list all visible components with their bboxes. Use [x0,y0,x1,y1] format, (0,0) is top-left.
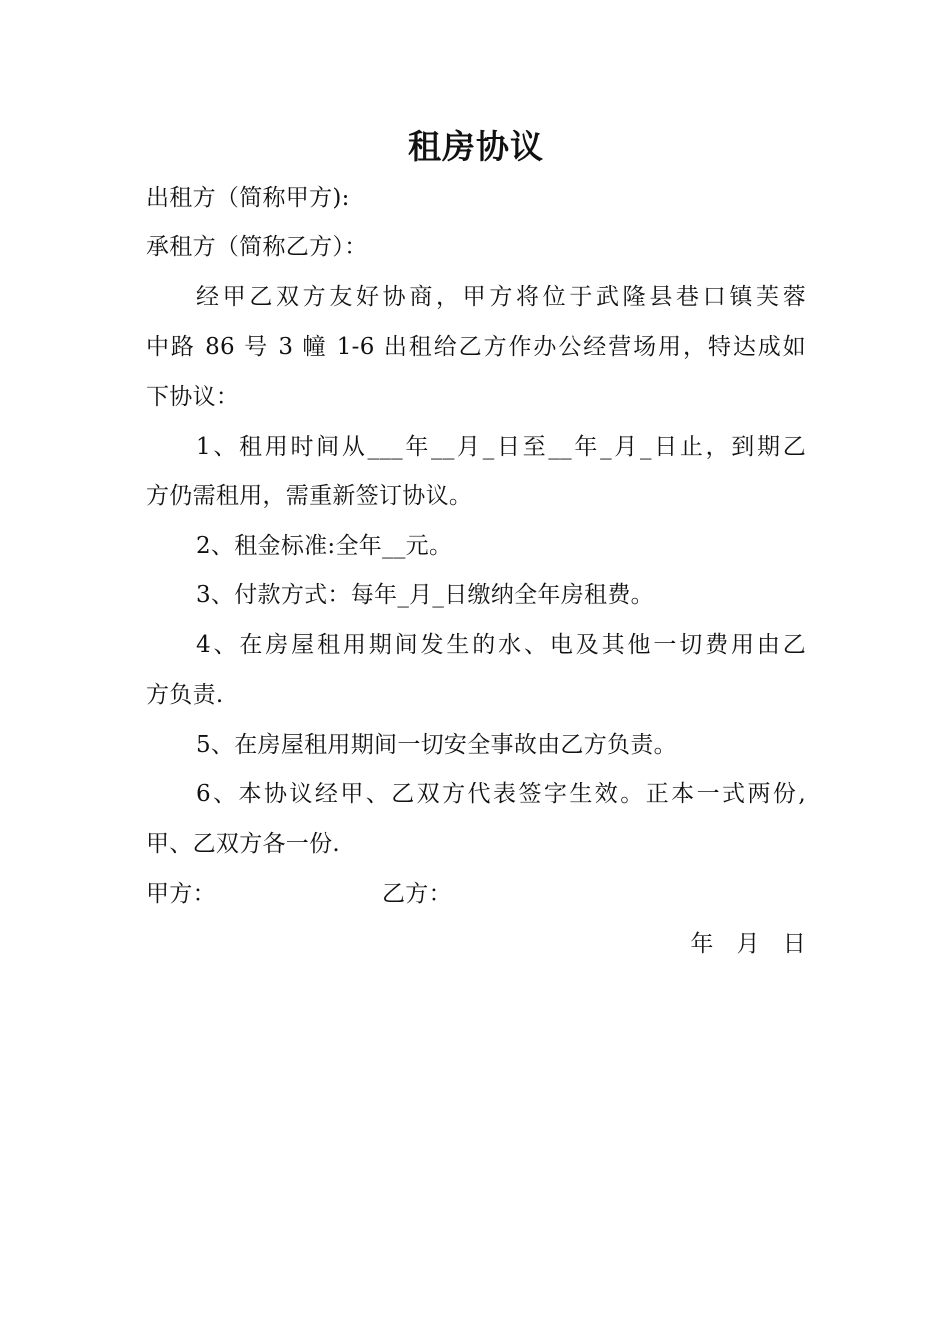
lessor-line: 出租方（简称甲方): [146,185,350,211]
clause-4-line-1: 4、在房屋租用期间发生的水、电及其他一切费用由乙 [196,632,806,658]
clause-6-line-2: 甲、乙双方各一份. [146,831,341,857]
signing-date: 年 月 日 [690,931,806,957]
document-page [146,0,806,1344]
document-title: 租房协议 [408,127,544,166]
clause-2: 2、租金标准:全年__元。 [196,533,453,559]
clause-1-line-2: 方仍需租用，需重新签订协议。 [146,483,473,509]
clause-1-line-1: 1、租用时间从___年__月_日至__年_月_日止，到期乙 [196,434,806,460]
lessee-line: 承租方（简称乙方）： [146,234,368,260]
clause-3: 3、付款方式：每年_月_日缴纳全年房租费。 [196,582,654,608]
clause-6-line-1: 6、本协议经甲、乙双方代表签字生效。正本一式两份, [196,781,806,807]
intro-line-2: 中路 86 号 3 幢 1-6 出租给乙方作办公经营场用，特达成如 [146,334,806,360]
intro-line-3: 下协议： [146,384,240,410]
party-b-signature-label: 乙方： [382,881,452,907]
clause-4-line-2: 方负责. [146,682,224,708]
party-a-signature-label: 甲方： [146,881,216,907]
intro-line-1: 经甲乙双方友好协商，甲方将位于武隆县巷口镇芙蓉 [196,284,806,310]
clause-5: 5、在房屋租用期间一切安全事故由乙方负责。 [196,732,677,758]
